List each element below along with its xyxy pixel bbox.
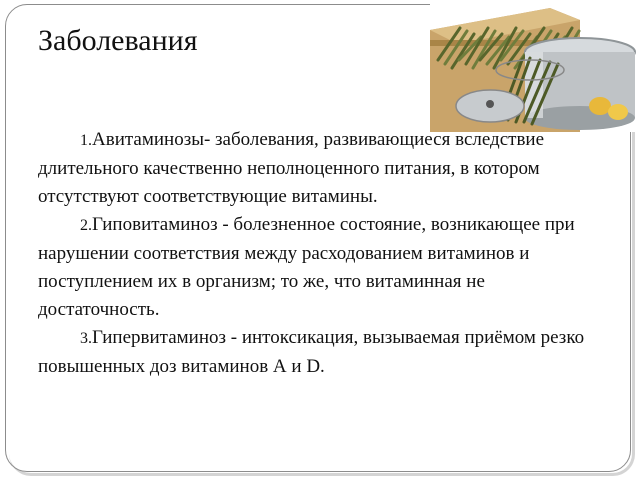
list-item-number: 2.: [80, 217, 92, 234]
asparagus-photo: [430, 0, 640, 132]
list-item: [38, 126, 598, 211]
list-item: [38, 324, 598, 381]
list-item-text: Авитаминозы- заболевания, развивающиеся вследствие длительного качественно неполноценного питания, в котором отсутствуют соответствующие витамины.: [38, 129, 545, 207]
asparagus-photo-illustration: [430, 0, 640, 132]
slide-content: [38, 126, 598, 381]
list-item-number: 1.: [80, 132, 92, 149]
list-item-text: Гипервитаминоз - интоксикация, вызываемая приёмом резко повышенных доз витаминов А и D.: [38, 327, 585, 377]
list-item: [38, 211, 598, 324]
list-item-text: Гиповитаминоз - болезненное состояние, возникающее при нарушении соответствия между расходованием витаминов и поступлением их в организм; то же, что витаминная не достаточность.: [38, 214, 575, 320]
slide-title: Заболевания: [38, 24, 198, 57]
list-item-number: 3.: [80, 330, 92, 347]
